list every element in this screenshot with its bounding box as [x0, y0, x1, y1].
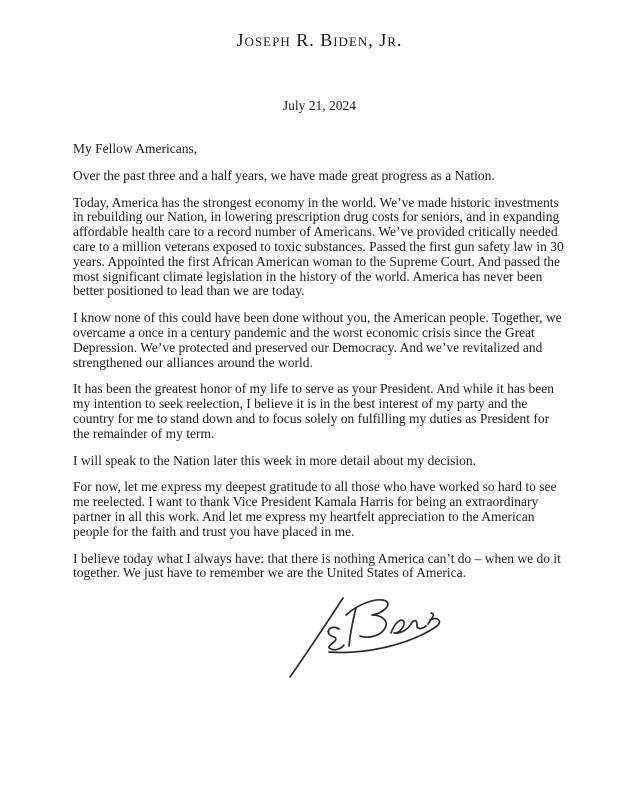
paragraph-closing: I believe today what I always have: that there is nothing America can’t do – when we do it together. We just have to remember we are the United States of America. [73, 550, 561, 581]
signature-b-stroke [346, 600, 388, 637]
paragraph-speak-to-nation: I will speak to the Nation later this week in more detail about my decision. [73, 452, 477, 468]
paragraph-american-people: I know none of this could have been done without you, the American people. Together, we overcame a once in a century pandemic and the worst economic crisis since the Great Depression. We’ve protected and preserved our Democracy. And we’ve revitalized and strengthened our alliances around the world. [73, 310, 562, 370]
handwritten-signature [280, 588, 455, 683]
signature-underline-swash [329, 619, 439, 653]
letter-date: July 21, 2024 [282, 98, 357, 113]
letterhead-name: Joseph R. Biden, Jr. [236, 30, 403, 50]
signature-initial-stroke [328, 627, 344, 649]
paragraph-stand-down: It has been the greatest honor of my life to serve as your President. And while it has been my intention to seek reelection, I believe it is in the best interest of my party and the country for me to stand down and to focus solely on fulfilling my duties as President for the remainder of my term. [73, 381, 554, 441]
paragraph-gratitude: For now, let me express my deepest gratitude to all those who have worked so hard to see me reelected. I want to thank Vice President Kamala Harris for being an extraordinary partner in all this work. And let me express my heartfelt appreciation to the American people for the faith and trust you have placed in me. [73, 479, 557, 539]
signature-scrawl-stroke [391, 620, 426, 633]
signature-end-flick [428, 613, 433, 624]
signature-vertical-stroke [349, 608, 356, 646]
paragraph-progress: Over the past three and a half years, we have made great progress as a Nation. [73, 167, 495, 183]
letter-body [0, 142, 567, 581]
paragraph-economy: Today, America has the strongest economy in the world. We’ve made historic investments in rebuilding our Nation, in lowering prescription drug costs for seniors, and in expanding affordable health care to a record number of Americans. We’ve provided critically needed care to a million veterans exposed to toxic substances. Passed the first gun safety law in 30 years. Appointed the first African American woman to the Supreme Court. And passed the most significant climate legislation in the history of the world. America has never been better positioned to lead than we are today. [73, 194, 564, 299]
salutation: My Fellow Americans, [73, 141, 198, 156]
